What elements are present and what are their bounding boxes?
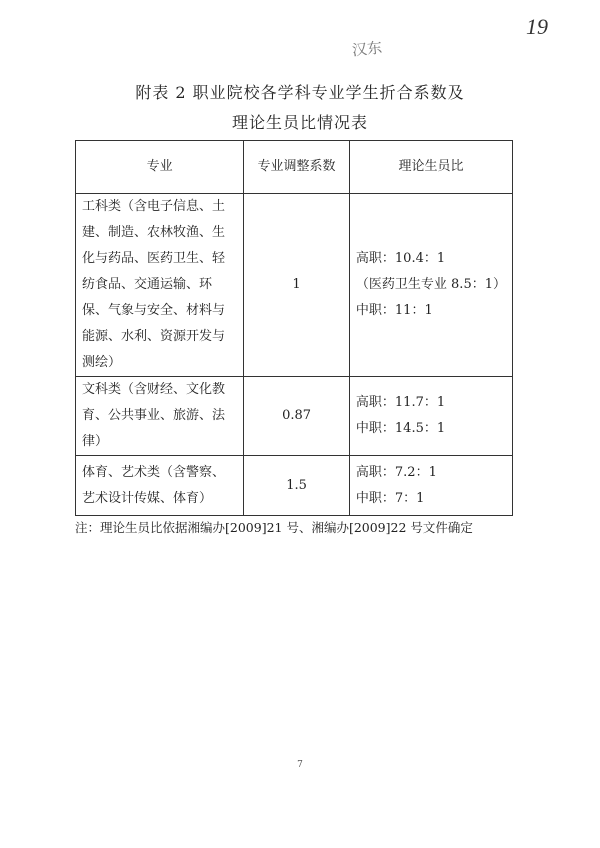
- row-liberal-arts-ratio: [349, 377, 512, 456]
- row-arts-sports-coefficient: 1.5: [244, 456, 350, 516]
- row-engineering-coefficient: 1: [244, 194, 350, 377]
- row-liberal-arts-coefficient: 0.87: [244, 377, 350, 456]
- ratio-line: 高职：7.2：1: [355, 464, 437, 480]
- ratio-line: 中职：11：1: [355, 303, 433, 318]
- coefficient-table: [75, 140, 513, 516]
- ratio-line: 中职：7：1: [355, 490, 425, 506]
- row-engineering-ratio: [349, 194, 512, 377]
- table-footnote: 注：理论生员比依据湘编办[2009]21 号、湘编办[2009]22 号文件确定: [75, 520, 473, 535]
- ratio-line: 高职：11.7：1: [355, 395, 446, 410]
- table-row: [76, 377, 513, 456]
- row-liberal-arts-major: 文科类（含财经、文化教育、公共事业、旅游、法律）: [76, 377, 244, 456]
- ratio-line: （医药卫生专业 8.5：1）: [355, 277, 506, 292]
- ratio-line: 高职：10.4：1: [355, 251, 446, 266]
- handwritten-note: 汉东: [351, 38, 383, 60]
- header-coefficient: 专业调整系数: [244, 141, 350, 194]
- table-title-line2: 理论生员比情况表: [231, 113, 368, 132]
- footer-page-number: 7: [297, 760, 303, 770]
- header-ratio: 理论生员比: [349, 141, 512, 194]
- ratio-line: 中职：14.5：1: [355, 421, 446, 436]
- table-header-row: [76, 141, 513, 194]
- header-major: 专业: [76, 141, 244, 194]
- table-row: [76, 456, 513, 516]
- table-title-line1: 附表 2 职业院校各学科专业学生折合系数及: [135, 83, 465, 102]
- page-number: 19: [526, 14, 548, 39]
- row-arts-sports-major: 体育、艺术类（含警察、艺术设计传媒、体育）: [76, 456, 244, 516]
- row-engineering-major: 工科类（含电子信息、土建、制造、农林牧渔、生化与药品、医药卫生、轻纺食品、交通运输、环保、气象与安全、材料与能源、水利、资源开发与测绘）: [76, 194, 244, 377]
- table-row: [76, 194, 513, 377]
- row-arts-sports-ratio: [349, 456, 512, 516]
